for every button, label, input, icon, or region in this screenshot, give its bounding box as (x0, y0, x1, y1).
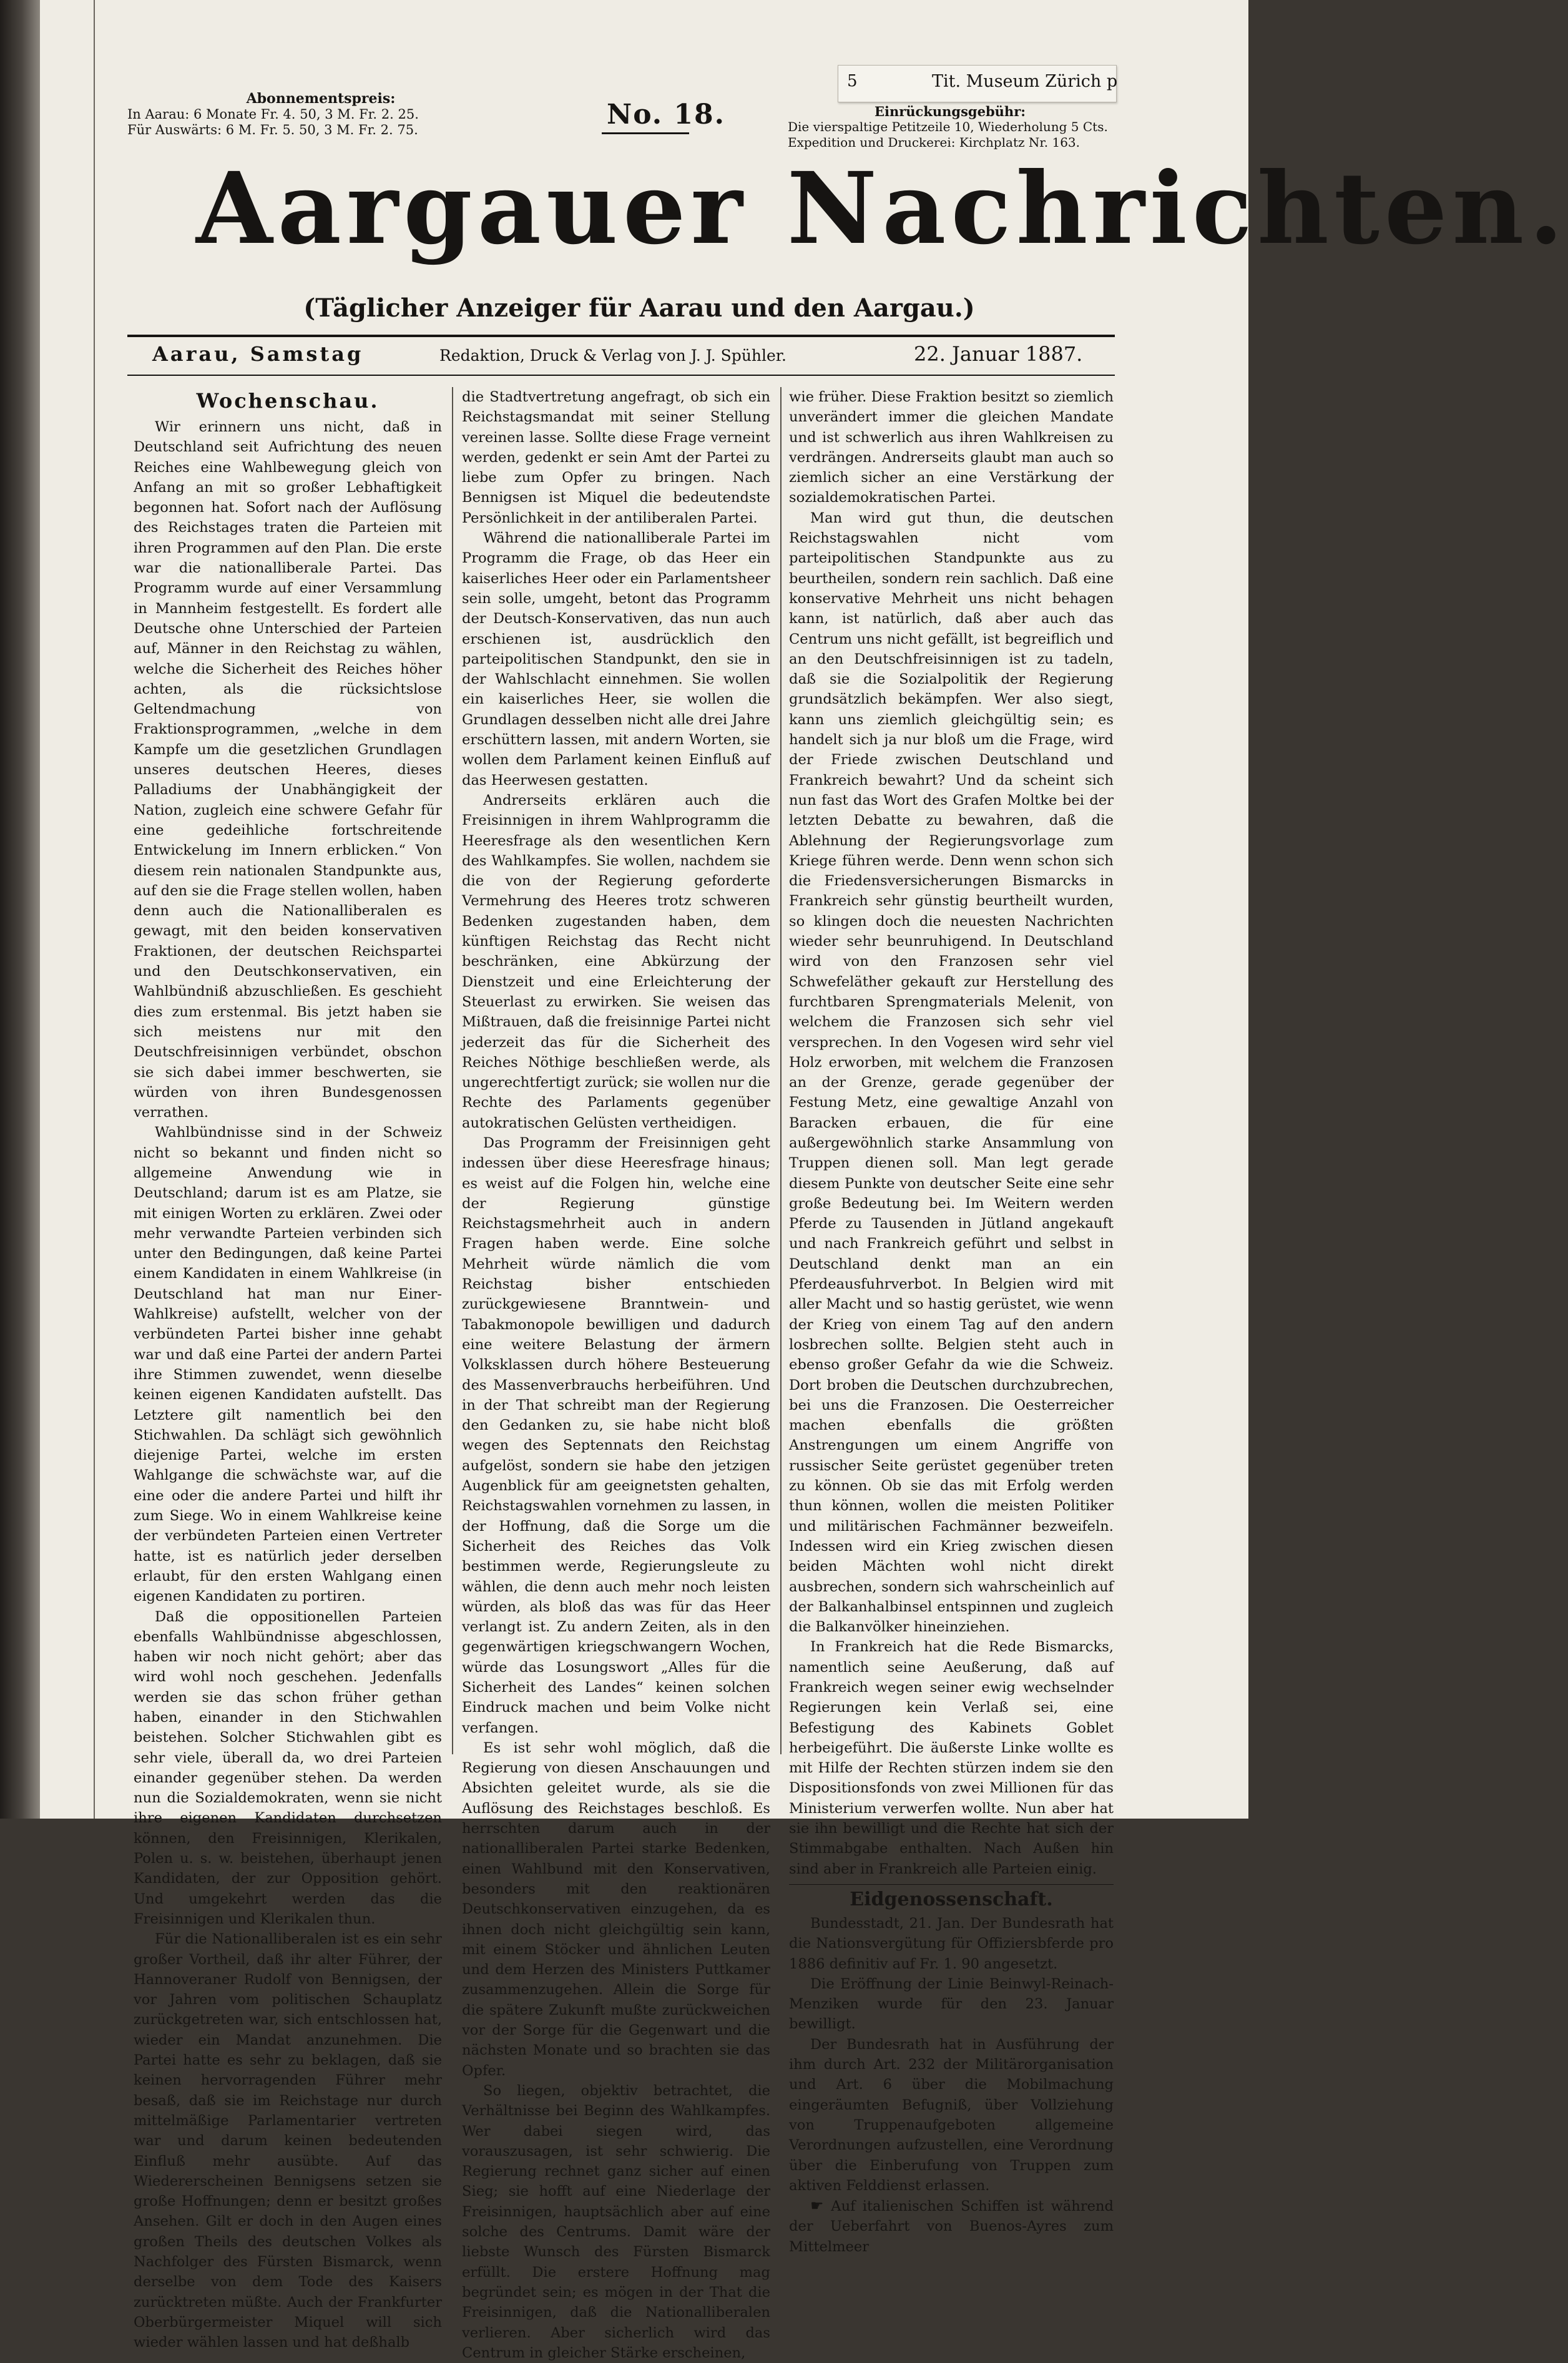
article-paragraph: Der Bundesrath hat in Ausführung der ihm durch Art. 232 der Militärorganisation und Art. 6 über die Mobilmachung eingeräumten Befugniß, über Vollziehung von Truppenaufgeboten allgemeine Verordnungen aufzustellen, eine Verordnung über die Einberufung von Truppen zum aktiven Felddienst erlassen. (789, 2036, 1114, 2194)
article-text: Auf italienischen Schiffen ist während der Ueberfahrt von Buenos-Ayres zum Mittelmeer (789, 2198, 1114, 2255)
article-paragraph: Es ist sehr wohl möglich, daß die Regierung von diesen Anschauungen und Absichten geleitet wurde, als sie die Auflösung des Reichstages beschloß. Es herrschten darum auch in der nationalliberalen Partei starke Bedenken, einen Wahlbund mit den Konservativen, besonders mit den reaktionären Deutschkonservativen einzugehen, da es ihnen doch nicht gleichgültig sein kann, mit einem Stöcker und ähnlichen Leuten und dem Herzen des Ministers Puttkamer zusammenzugehen. Allein die Sorge für die spätere Zukunft mußte zurückweichen vor der Sorge für die Gegenwart und die nächsten Monate und so brachten sie das Opfer. (462, 1739, 770, 2079)
article-paragraph: Daß die oppositionellen Parteien ebenfalls Wahlbündnisse abgeschlossen, haben wir noch nicht gehört; aber das wird wohl noch geschehen. Jedenfalls werden sie das schon früher gethan haben, einander in den Stichwahlen beistehen. Solcher Stichwahlen gibt es sehr viele, überall da, wo drei Parteien einander gegenüber stehen. Da werden nun die Sozialdemokraten, wenn sie nicht ihre eigenen Kandidaten durchsetzen können, den Freisinnigen, Klerikalen, Polen u. s. w. beistehen, überhaupt jenen Kandidaten, der zur Opposition gehört. Und umgekehrt werden das die Freisinnigen und Klerikalen thun. (134, 1608, 442, 1927)
pointing-hand-icon: ☛ (810, 2197, 831, 2215)
label-text: Tit. Museum Zürich p (932, 72, 1118, 91)
masthead-rule-bottom (127, 375, 1115, 376)
article-paragraph: Das Programm der Freisinnigen geht indessen über diese Heeresfrage hinaus; es weist auf die Folgen hin, welche eine der Regierung günstige Reichstagsmehrheit auch in andern Fragen haben werde. Eine solche Mehrheit würde nämlich die vom Reichstag bisher entschieden zurückgewiesene Branntwein- und Tabakmonopole bewilligen und dadurch eine weitere Belastung der ärmern Volksklassen durch höhere Besteuerung des Massenverbrauchs herbeiführen. Und in der That schreibt man der Regierung den Gedanken zu, sie habe nicht bloß wegen des Septennats den Reichstag aufgelöst, sondern sie habe den jetzigen Augenblick für am geeignetsten gehalten, Reichstagswahlen vornehmen zu lassen, in der Hoffnung, daß die Sorge um die Sicherheit des Reiches das Volk bestimmen werde, Regierungsleute zu wählen, die denn auch mehr noch leisten würden, als bloß das was für das Heer verlangt ist. Zu andern Zeiten, als in den gegenwärtigen kriegschwangern Wochen, würde das Losungswort „Alles für die Sicherheit des Landes“ keinen solchen Eindruck machen und beim Volke nicht verfangen. (462, 1134, 770, 1736)
issue-date: 22. Januar 1887. (914, 342, 1083, 366)
subscription-prices (127, 91, 514, 138)
article-paragraph: wie früher. Diese Fraktion besitzt so ziemlich unverändert immer die gleichen Mandate und ist schwerlich aus ihren Wahlkreisen zu verdrängen. Andrerseits glaubt man auch so ziemlich sicher an eine Verstärkung der sozialdemokratischen Partei. (789, 389, 1114, 506)
issue-underline (602, 132, 689, 134)
article-paragraph: Die Eröffnung der Linie Beinwyl-Reinach-Menziken wurde für den 23. Januar bewilligt. (789, 1975, 1114, 2033)
article-paragraph: Bundesstadt, 21. Jan. Der Bundesrath hat die Nationsvergütung für Offiziersbferde pro 1886 definitiv auf Fr. 1. 90 angesetzt. (789, 1915, 1114, 1972)
article-paragraph: Für die Nationalliberalen ist es ein sehr großer Vortheil, daß ihr alter Führer, der Hannoveraner Rudolf von Bennigsen, der vor Jahren vom politischen Schauplatz zurückgetreten war, sich entschlossen hat, wieder ein Mandat anzunehmen. Die Partei hatte es sehr zu beklagen, daß sie keinen hervorragenden Führer mehr besaß, daß sie im Reichstage nur durch mittelmäßige Parlamentarier vertreten war und darum keinen bedeutenden Einfluß mehr ausübte. Auf das Wiedererscheinen Bennigsens setzen sie große Hoffnungen; denn er besitzt großes Ansehen. Gilt er doch in den Augen eines großen Theils des deutschen Volkes als Nachfolger des Fürsten Bismarck, wenn derselbe von dem Tode des Kaisers zurücktreten müßte. Auch der Frankfurter Oberbürgermeister Miquel will sich wieder wählen lassen und hat deßhalb (134, 1931, 442, 2351)
insertion-title: Einrückungsgebühr: (874, 104, 1026, 119)
place-day: Aarau, Samstag (152, 342, 364, 366)
article-paragraph: Während die nationalliberale Partei im Programm die Frage, ob das Heer ein kaiserliches Heer oder ein Parlamentsheer sein solle, umgeht, betont das Programm der Deutsch-Konservativen, das nun auch erschienen ist, ausdrücklich den parteipolitischen Standpunkt, den sie in der Wahlschlacht einnehmen. Sie wollen ein kaiserliches Heer, sie wollen die Grundlagen desselben nicht alle drei Jahre erschüttern lassen, mit andern Worten, sie wollen dem Parlament keinen Einfluß auf das Heerwesen gestatten. (462, 530, 770, 788)
article-paragraph (789, 2196, 1114, 2257)
article-paragraph: Wir erinnern uns nicht, daß in Deutschland seit Aufrichtung des neuen Reiches eine Wahlbewegung gleich von Anfang an mit so großer Lebhaftigkeit begonnen hat. Sofort nach der Auflösung des Reichstages traten die Parteien mit ihren Programmen auf den Plan. Die erste war die nationalliberale Partei. Das Programm wurde auf einer Versammlung in Mannheim festgestellt. Es fordert alle Deutsche ohne Unterschied der Parteien auf, Männer in den Reichstag zu wählen, welche die Sicherheit des Reiches höher achten, als die rücksichtslose Geltendmachung von Fraktionsprogrammen, „welche in dem Kampfe um die gesetzlichen Grundlagen unseres deutschen Heeres, dieses Palladiums der Unabhängigkeit der Nation, zugleich eine schwere Gefahr für eine gedeihliche fortschreitende Entwickelung im Innern erblicken.“ Von diesem rein nationalen Standpunkte aus, auf den sie die Frage stellen wollen, haben denn auch die Nationalliberalen es gewagt, mit den beiden konservativen Fraktionen, der deutschen Reichspartei und den Deutschkonservativen, ein Wahlbündniß abzuschließen. Es geschieht dies zum erstenmal. Bis jetzt haben sie sich meistens nur mit den Deutschfreisinnigen verbündet, obschon sie sich dabei immer beschwerten, sie würden von ihren Bundesgenossen verrathen. (134, 419, 442, 1121)
column-divider-2 (780, 387, 782, 1754)
section-heading-wochenschau: Wochenschau. (196, 389, 380, 413)
issue-number: No. 18. (607, 99, 725, 130)
insertion-rates: Die vierspaltige Petitzeile 10, Wiederholung 5 Cts. (788, 119, 1108, 134)
masthead-rule-top (127, 335, 1115, 337)
newspaper-subtitle: (Täglicher Anzeiger für Aarau und den Aargau.) (303, 293, 975, 323)
article-paragraph: die Stadtvertretung angefragt, ob sich ein Reichstagsmandat mit seiner Stellung vereinen lasse. Sollte diese Frage verneint werden, gedenkt er sein Amt der Partei zu liebe zum Opfer zu bringen. Nach Bennigsen ist Miquel die bedeutendste Persönlichkeit in der antiliberalen Partei. (462, 389, 770, 526)
article-paragraph: So liegen, objektiv betrachtet, die Verhältnisse bei Beginn des Wahlkampfes. Wer dabei siegen wird, das vorauszusagen, ist sehr schwierig. Die Regierung rechnet ganz sicher auf einen Sieg; sie hofft auf eine Niederlage der Freisinnigen, hauptsächlich aber auf eine solche des Centrums. Damit wäre der liebste Wunsch des Fürsten Bismarck erfüllt. Die erstere Hoffnung mag begründet sein; es mögen in der That die Freisinnigen, daß die Nationalliberalen verlieren. Aber sicherlich wird das Centrum in gleicher Stärke erscheinen, (462, 2082, 770, 2361)
book-spine (0, 0, 40, 1819)
column-2 (462, 387, 770, 2361)
insertion-fees (788, 104, 1112, 150)
subscription-title: Abonnementspreis: (246, 91, 396, 107)
article-paragraph: Andrerseits erklären auch die Freisinnigen in ihrem Wahlprogramm die Heeresfrage als den wesentlichen Kern des Wahlkampfes. Sie wollen, nachdem sie die von der Regierung geforderte Vermehrung des Heeres trotz schweren Bedenken zugestanden haben, dem künftigen Reichstag das Recht nicht beschränken, eine Abkürzung der Dienstzeit und eine Erleichterung der Steuerlast zu erwirken. Sie weisen das Mißtrauen, daß die freisinnige Partei nicht jederzeit das für die Sicherheit des Reiches Nöthige beschließen werde, als ungerechtfertigt zurück; sie wollen nur die Rechte des Parlaments gegenüber autokratischen Gelüsten vertheidigen. (462, 792, 770, 1131)
expedition-address: Expedition und Druckerei: Kirchplatz Nr. 163. (788, 135, 1080, 150)
gutter-line (94, 0, 95, 1819)
label-number: 5 (847, 72, 858, 91)
column-3 (789, 387, 1114, 2255)
article-paragraph: Man wird gut thun, die deutschen Reichstagswahlen nicht vom parteipolitischen Standpunkte aus zu beurtheilen, sondern rein sachlich. Daß eine konservative Mehrheit uns nicht behagen kann, ist natürlich, daß aber auch das Centrum uns nicht gefällt, ist begreiflich und an den Deutschfreisinnigen ist zu tadeln, daß sie die Sozialpolitik der Regierung grundsätzlich bekämpfen. Wer also siegt, kann uns ziemlich gleichgültig sein; es handelt sich ja nur bloß um die Frage, wird der Friede zwischen Deutschland und Frankreich bewahrt? Und da scheint sich nun fast das Wort des Grafen Moltke bei der letzten Debatte zu bewahren, daß die Ablehnung der Regierungsvorlage zum Kriege führen werde. Denn wenn schon sich die Friedensversicherungen Bismarcks in Frankreich sehr günstig beurtheilt wurden, so klingen doch die neuesten Nachrichten wieder sehr beunruhigend. In Deutschland wird von den Franzosen sehr viel Schwefeläther gekauft zur Herstellung des furchtbaren Sprengmaterials Melenit, von welchem die Franzosen sich sehr viel versprechen. In den Vogesen wird sehr viel Holz erworben, mit welchem die Franzosen an der Grenze, gerade gegenüber der Festung Metz, eine gewaltige Anzahl von Baracken erbauen, die für eine außergewöhnlich starke Ansammlung von Truppen dienen soll. Man legt gerade diesem Punkte von deutscher Seite eine sehr große Bedeutung bei. Im Weitern werden Pferde zu Tausenden in Jütland angekauft und nach Frankreich geführt und selbst in Deutschland denkt man an ein Pferdeausfuhrverbot. In Belgien wird mit aller Macht und so hastig gerüstet, wie wenn der Krieg von einem Tag auf den andern losbrechen sollte. Belgien steht auch in ebenso großer Gefahr da wie die Schweiz. Dort broben die Deutschen durchzubrechen, bei uns die Franzosen. Die Oesterreicher machen ebenfalls die größten Anstrengungen um einem Angriffe von russischer Seite gerüstet gegenüber treten zu können. Ob sie das mit Erfolg werden thun können, wollen die meisten Politiker und militärischen Fachmänner bezweifeln. Indessen wird ein Krieg zwischen diesen beiden Mächten wohl nicht direkt ausbrechen, sondern sich wahrscheinlich auf der Balkanhalbinsel entspinnen und zugleich die Balkanvölker hineinziehen. (789, 509, 1114, 1636)
newspaper-page (40, 0, 1568, 2361)
subscription-external: Für Auswärts: 6 M. Fr. 5. 50, 3 M. Fr. 2. 75. (127, 122, 418, 137)
newspaper-title: Aargauer Nachrichten. (196, 151, 1568, 267)
publisher-line: Redaktion, Druck & Verlag von J. J. Spühler. (439, 346, 786, 365)
column-divider-1 (452, 387, 453, 1754)
article-paragraph: Wahlbündnisse sind in der Schweiz nicht so bekannt und finden nicht so allgemeine Anwendung wie in Deutschland; darum ist es am Platze, sie mit einigen Worten zu erklären. Zwei oder mehr verwandte Parteien verbinden sich unter den Bedingungen, daß keine Partei einem Kandidaten in einem Wahlkreise (in Deutschland hat man nur Einer-Wahlkreise) aufstellt, welcher von der verbündeten Partei bisher inne gehabt war und daß eine Partei der andern Partei ihre Stimmen zuwendet, wenn dieselbe keinen eigenen Kandidaten aufstellt. Das Letztere gilt namentlich bei den Stichwahlen. Da schlägt sich gewöhnlich diejenige Partei, welche im ersten Wahlgange die schwächste war, auf die eine oder die andere Partei und hilft ihr zum Siege. Wo in einem Wahlkreise keine der verbündeten Parteien einen Vertreter hatte, ist es natürlich jeder derselben erlaubt, für den ersten Wahlgang einen eigenen Kandidaten zu portiren. (134, 1124, 442, 1605)
section-heading-eidgenossenschaft: Eidgenossenschaft. (789, 1884, 1114, 1912)
subscription-local: In Aarau: 6 Monate Fr. 4. 50, 3 M. Fr. 2. 25. (127, 107, 419, 122)
library-label (838, 65, 1117, 102)
article-paragraph: In Frankreich hat die Rede Bismarcks, namentlich seine Aeußerung, daß auf Frankreich wegen seiner ewig wechselnder Regierungen kein Verlaß sei, eine Befestigung des Kabinets Goblet herbeigeführt. Die äußerste Linke wollte es mit Hilfe der Rechten stürzen indem sie den Dispositionsfonds von zwei Millionen für das Ministerium verwerfen wollte. Nun aber hat sie ihn bewilligt und die Rechte hat sich der Stimmabgabe enthalten. Nach Außen hin sind aber in Frankreich alle Parteien einig. (789, 1639, 1114, 1877)
column-1 (134, 387, 442, 2351)
